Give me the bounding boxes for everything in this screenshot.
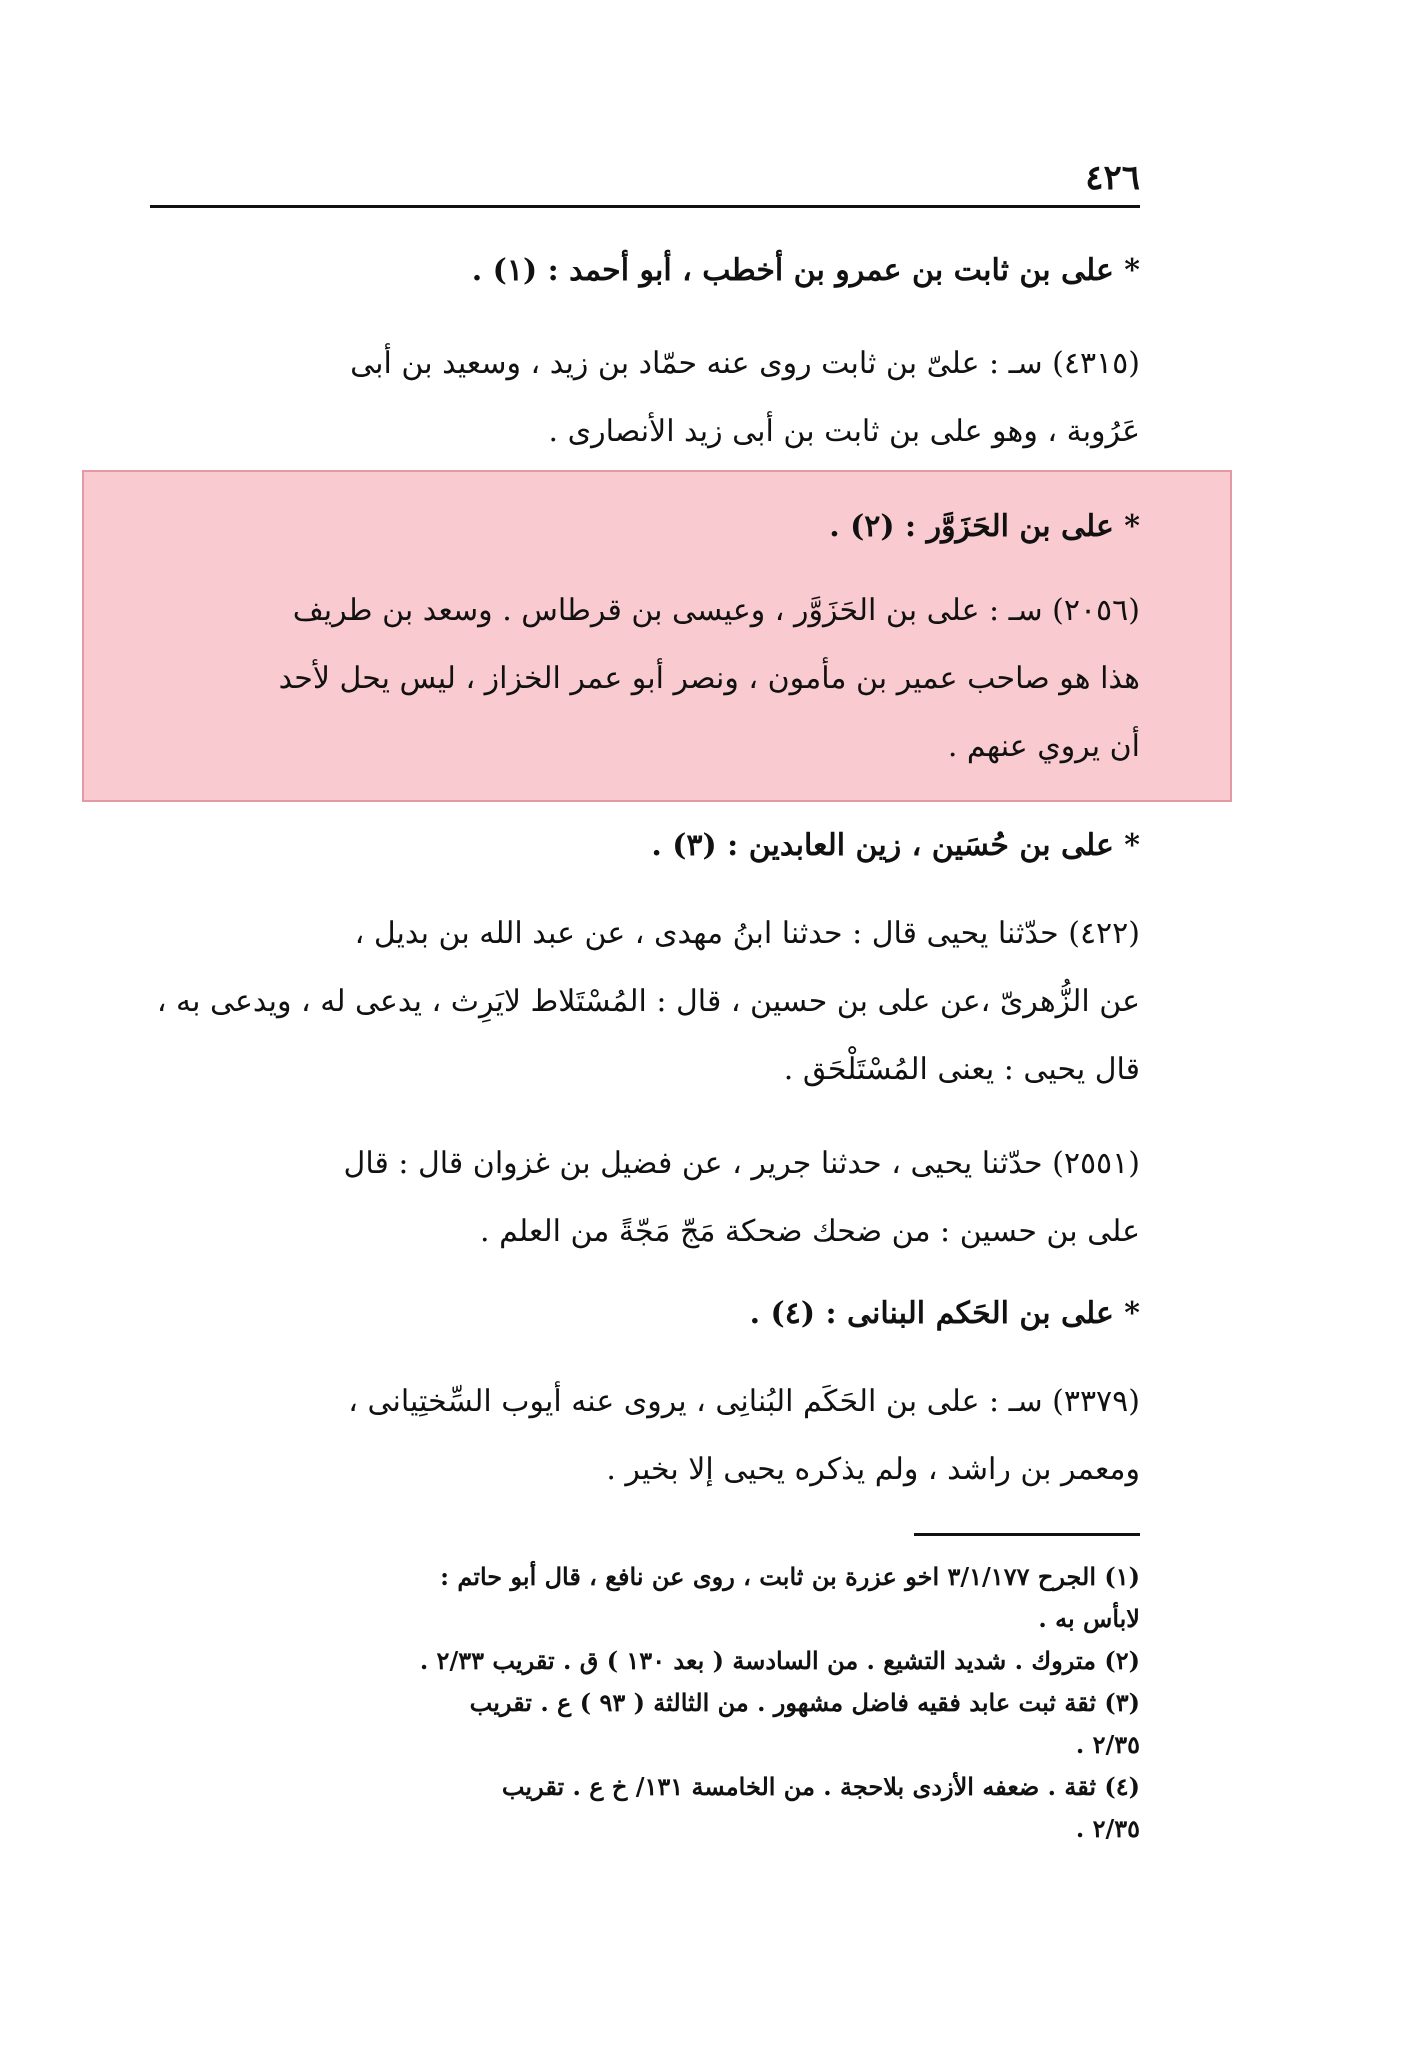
entry-text (150, 577, 1140, 781)
footnote-line: (٢) متروك . شديد التشيع . من السادسة ( بعد ١٣٠ ) ق . تقريب ٢/٣٣ . (419, 1646, 1140, 1675)
entry-heading (150, 237, 1140, 305)
footnote-rule (914, 1533, 1140, 1536)
entry-text (150, 1130, 1140, 1266)
text-line: ومعمر بن راشد ، ولم يذكره يحيى إلا بخير . (606, 1452, 1140, 1487)
footnote-line: ٢/٣٥ . (1075, 1730, 1140, 1759)
heading-line: * على بن الحَزَوَّر : (٢) . (829, 509, 1140, 544)
heading-line: * على بن ثابت بن عمرو بن أخطب ، أبو أحمد : (١) . (471, 253, 1140, 288)
entry-heading (150, 493, 1140, 561)
text-line: هذا هو صاحب عمير بن مأمون ، ونصر أبو عمر الخزاز ، ليس يحل لأحد (278, 661, 1140, 696)
footnote-line: (١) الجرح ٣/١/١٧٧ اخو عزرة بن ثابت ، روى عن نافع ، قال أبو حاتم : (440, 1562, 1140, 1591)
footnote-line: (٤) ثقة . ضعفه الأزدى بلاحجة . من الخامسة ١٣١/ خ ع . تقريب (501, 1772, 1140, 1801)
heading-line: * على بن حُسَين ، زين العابدين : (٣) . (651, 828, 1140, 863)
text-line: (٤٢٢) حدّثنا يحيى قال : حدثنا ابنُ مهدى ، عن عبد الله بن بديل ، (354, 916, 1140, 951)
entry-text (150, 330, 1140, 466)
text-line: (٢٠٥٦) سـ : على بن الحَزَوَّر ، وعيسى بن قرطاس . وسعد بن طريف (292, 593, 1140, 628)
entry-text (150, 1368, 1140, 1504)
text-line: على بن حسين : من ضحك ضحكة مَجّ مَجّةً من العلم . (480, 1214, 1140, 1249)
header-rule (150, 205, 1140, 208)
entry-text (150, 900, 1140, 1104)
page-number: ٤٢٦ (1085, 158, 1140, 198)
entry-heading (150, 1280, 1140, 1348)
text-line: عَرُوبة ، وهو على بن ثابت بن أبى زيد الأنصارى . (548, 414, 1140, 449)
text-line: (٣٣٧٩) سـ : على بن الحَكَم البُنانِى ، يروى عنه أيوب السِّختِيانى ، (348, 1384, 1140, 1419)
footnote-line: (٣) ثقة ثبت عابد فقيه فاضل مشهور . من الثالثة ( ٩٣ ) ع . تقريب (469, 1688, 1140, 1717)
footnotes (150, 1556, 1140, 1850)
footnote-line: لابأس به . (1038, 1604, 1140, 1633)
heading-line: * على بن الحَكم البنانى : (٤) . (749, 1296, 1140, 1331)
footnote-line: ٢/٣٥ . (1075, 1814, 1140, 1843)
text-line: (٢٥٥١) حدّثنا يحيى ، حدثنا جرير ، عن فضيل بن غزوان قال : قال (343, 1146, 1140, 1181)
text-line: أن يروي عنهم . (947, 729, 1140, 764)
text-line: (٤٣١٥) سـ : علىّ بن ثابت روى عنه حمّاد بن زيد ، وسعيد بن أبى (350, 346, 1140, 381)
text-line: عن الزُّهرىّ ،عن على بن حسين ، قال : المُسْتَلاط لايَرِث ، يدعى له ، ويدعى به ، (156, 984, 1140, 1019)
entry-heading (150, 812, 1140, 880)
text-line: قال يحيى : يعنى المُسْتَلْحَق . (783, 1052, 1140, 1087)
